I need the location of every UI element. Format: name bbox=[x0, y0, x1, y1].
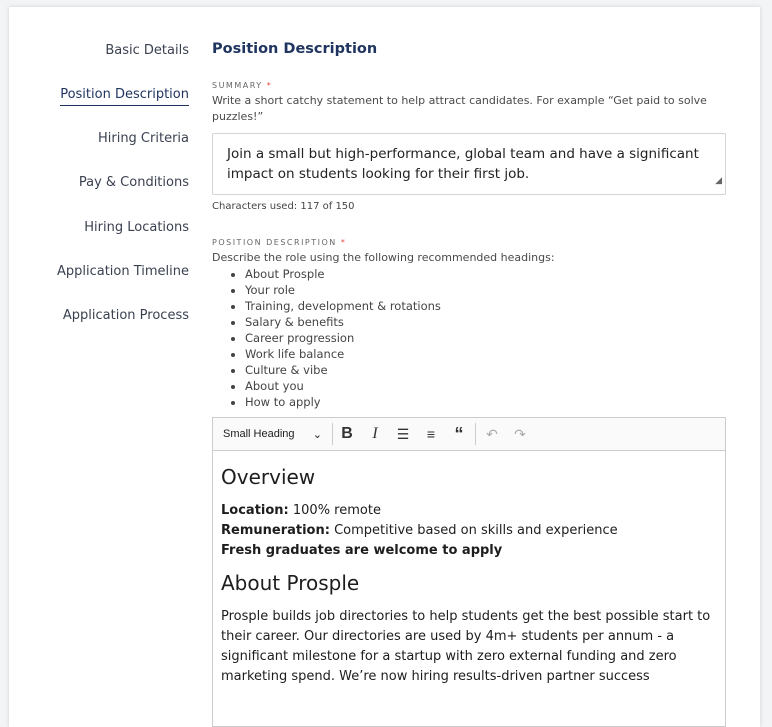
chevron-down-icon: ⌄ bbox=[312, 428, 322, 441]
description-hint: Describe the role using the following recommended headings: bbox=[212, 251, 555, 264]
description-label-text: POSITION DESCRIPTION bbox=[212, 238, 337, 247]
rich-text-editor bbox=[212, 417, 726, 727]
description-label bbox=[212, 238, 346, 247]
nav-application-process[interactable]: Application Process bbox=[62, 308, 189, 323]
list-item: • About you bbox=[245, 378, 441, 394]
content-location bbox=[221, 501, 717, 521]
list-item: • Career progression bbox=[245, 330, 441, 346]
toolbar-divider bbox=[475, 423, 476, 445]
redo-icon[interactable]: ↷ bbox=[514, 425, 526, 442]
required-marker: * bbox=[266, 81, 273, 90]
block-quote-icon[interactable]: “ bbox=[454, 423, 464, 444]
nav-hiring-criteria[interactable]: Hiring Criteria bbox=[97, 131, 189, 146]
fresh-graduates-note: Fresh graduates are welcome to apply bbox=[221, 543, 503, 558]
resize-handle-icon[interactable]: ◢ bbox=[715, 176, 722, 186]
page-title: Position Description bbox=[212, 41, 378, 57]
nav-pay-conditions[interactable]: Pay & Conditions bbox=[78, 175, 189, 190]
heading-style-select[interactable] bbox=[213, 423, 333, 445]
list-item: • About Prosple bbox=[245, 266, 441, 282]
nav-basic-details[interactable]: Basic Details bbox=[105, 43, 189, 58]
content-heading: Overview bbox=[221, 465, 316, 489]
italic-icon[interactable]: I bbox=[372, 425, 378, 442]
character-count: Characters used: 117 of 150 bbox=[212, 201, 355, 212]
undo-icon[interactable]: ↶ bbox=[486, 425, 498, 442]
location-value: 100% remote bbox=[288, 503, 381, 518]
summary-label-text: SUMMARY bbox=[212, 81, 263, 90]
summary-hint: Write a short catchy statement to help attract candidates. For example “Get paid to solve puzzles!” bbox=[212, 94, 707, 123]
list-item: • Salary & benefits bbox=[245, 314, 441, 330]
content-heading: About Prosple bbox=[221, 571, 360, 595]
nav-hiring-locations[interactable]: Hiring Locations bbox=[84, 220, 189, 235]
content-remuneration bbox=[221, 521, 717, 541]
form-card bbox=[9, 7, 760, 727]
summary-label bbox=[212, 81, 272, 90]
list-item: • Your role bbox=[245, 282, 441, 298]
required-marker: * bbox=[340, 238, 347, 247]
nav-position-description[interactable]: Position Description bbox=[60, 87, 189, 106]
list-item: • Work life balance bbox=[245, 346, 441, 362]
list-item: • Training, development & rotations bbox=[245, 298, 441, 314]
bulleted-list-icon[interactable]: ☰ bbox=[396, 425, 410, 442]
list-item: • Culture & vibe bbox=[245, 362, 441, 378]
summary-value: Join a small but high-performance, global team and have a significant impact on students looking for their first job. bbox=[227, 146, 699, 182]
remuneration-value: Competitive based on skills and experience bbox=[329, 523, 618, 538]
location-label: Location: bbox=[221, 503, 289, 518]
numbered-list-icon[interactable]: ≡ bbox=[426, 426, 436, 442]
content-paragraph: Prosple builds job directories to help students get the best possible start to their career. Our directories are used by 4m+ students per annum - a significant milestone for a startup with zero external funding and zero marketing spend. We’re now hiring results-driven partner success bbox=[221, 609, 711, 684]
bold-icon[interactable]: B bbox=[341, 425, 353, 442]
editor-content[interactable] bbox=[213, 451, 725, 701]
editor-toolbar bbox=[213, 418, 725, 451]
heading-style-value: Small Heading bbox=[223, 428, 295, 440]
nav-application-timeline[interactable]: Application Timeline bbox=[56, 264, 189, 279]
list-item: • How to apply bbox=[245, 394, 441, 410]
remuneration-label: Remuneration: bbox=[221, 523, 330, 538]
summary-textarea[interactable] bbox=[212, 133, 726, 195]
recommended-headings bbox=[245, 266, 441, 410]
